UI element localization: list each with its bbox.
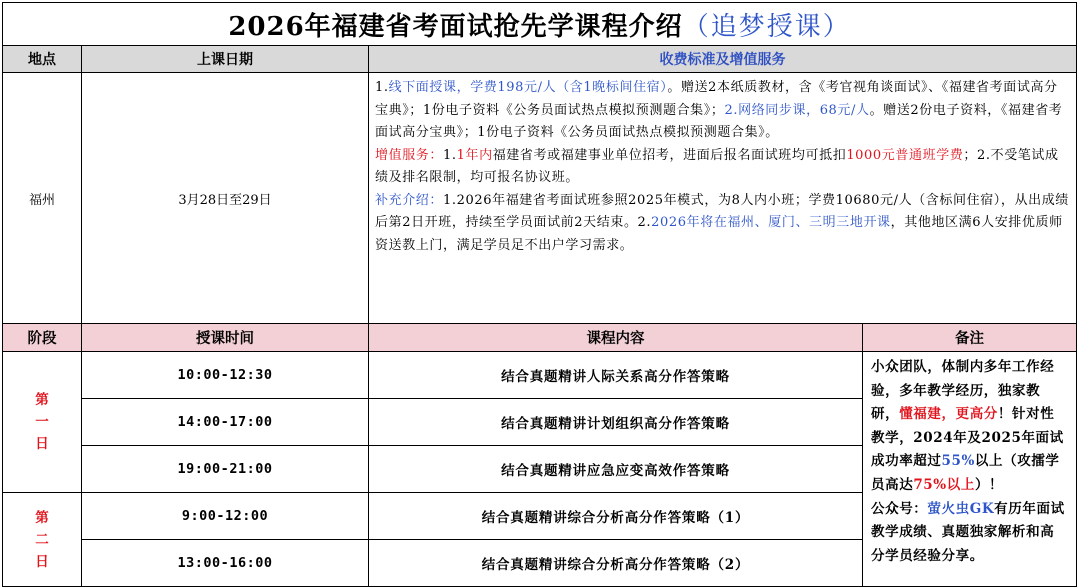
session-time: 14:00-17:00 <box>82 399 369 446</box>
date-cell: 3月28日至29日 <box>82 73 369 324</box>
supplement-text: 1.2026年福建省考面试班参照2025年模式，为8人内小班；学费10680元/人（含标间住宿），从出成绩后第2日开班，持续至学员面试前2天结束。2. <box>375 192 1069 230</box>
session-time: 13:00-16:00 <box>82 540 369 587</box>
fee-online-detail: 。赠送2份电子资料，《福建省考面试高分宝典》；1份电子资料《公务员面试热点模拟预测题合集》。 <box>375 102 1063 140</box>
header-stage: 阶段 <box>3 324 82 352</box>
fee-offline-detail: 。赠送2本纸质教材，含《考官视角谈面试》、《福建省考面试高分宝典》；1份电子资料《公务员面试热点模拟预测题合集》； <box>375 80 1058 118</box>
fee-description <box>369 73 1077 324</box>
note-cell: 小众团队，体制内多年工作经验，多年教学经历，独家教研，懂福建，更高分！针对性教学，2024年及2025年面试成功率超过55%以上（攻擂学员高达75%以上）！ 公众号：萤火虫GK有历年面试教学成绩、真题独家解析和高分学员经验分享。 <box>863 352 1077 587</box>
note-highlight-fujian: 懂福建，更高分 <box>899 406 998 423</box>
fee-offline-price: 线下面授课，学费198元/人（含1晚标间住宿） <box>388 80 668 95</box>
header-location: 地点 <box>3 46 82 73</box>
value-added-label: 增值服务： <box>375 147 444 163</box>
header-date: 上课日期 <box>82 46 369 73</box>
location-cell: 福州 <box>3 73 82 324</box>
value-added-num: 1. <box>443 147 457 163</box>
session-content: 结合真题精讲综合分析高分作答策略（2） <box>369 540 863 587</box>
header-note: 备注 <box>863 324 1077 352</box>
day-2-label: 第 二 日 <box>3 493 82 587</box>
value-added-mid: 福建省考或福建事业单位招考，进面后报名面试班均可抵扣 <box>492 147 847 163</box>
session-content: 结合真题精讲计划组织高分作答策略 <box>369 399 863 446</box>
supplement-rest: ，其他地区满6人安排优质师资送教上门，满足学员足不出户学习需求。 <box>375 215 1063 253</box>
session-time: 19:00-21:00 <box>82 446 369 493</box>
header-content: 课程内容 <box>369 324 863 352</box>
title-brand: （追梦授课） <box>682 11 851 42</box>
title-main: 2026年福建省考面试抢先学课程介绍 <box>228 11 683 42</box>
session-time: 9:00-12:00 <box>82 493 369 540</box>
day-1-label: 第 一 日 <box>3 352 82 493</box>
page-title <box>3 3 1077 46</box>
supplement-label: 补充介绍： <box>375 192 444 208</box>
header-fee: 收费标准及增值服务 <box>369 46 1077 73</box>
session-content: 结合真题精讲人际关系高分作答策略 <box>369 352 863 399</box>
value-added-rest: ；2.不受笔试成绩及排名限制，均可报名协议班。 <box>375 147 1059 185</box>
session-time: 10:00-12:30 <box>82 352 369 399</box>
fee-p1-num: 1. <box>375 80 389 95</box>
header-time: 授课时间 <box>82 324 369 352</box>
session-content: 结合真题精讲综合分析高分作答策略（1） <box>369 493 863 540</box>
note-account-name: 萤火虫GK <box>927 500 995 517</box>
course-table <box>2 2 1077 587</box>
session-content: 结合真题精讲应急应变高效作答策略 <box>369 446 863 493</box>
course-table-frame <box>2 2 1076 580</box>
note-rate-challenger: 75%以上 <box>913 476 975 493</box>
value-added-period: 1年内 <box>456 147 493 163</box>
supplement-cities: 2026年将在福州、厦门、三明三地开课 <box>651 215 891 230</box>
fee-online-price: 2.网络同步课，68元/人 <box>724 102 870 118</box>
note-rate-2024: 55% <box>941 453 975 470</box>
value-added-amount: 1000元普通班学费 <box>846 147 964 163</box>
